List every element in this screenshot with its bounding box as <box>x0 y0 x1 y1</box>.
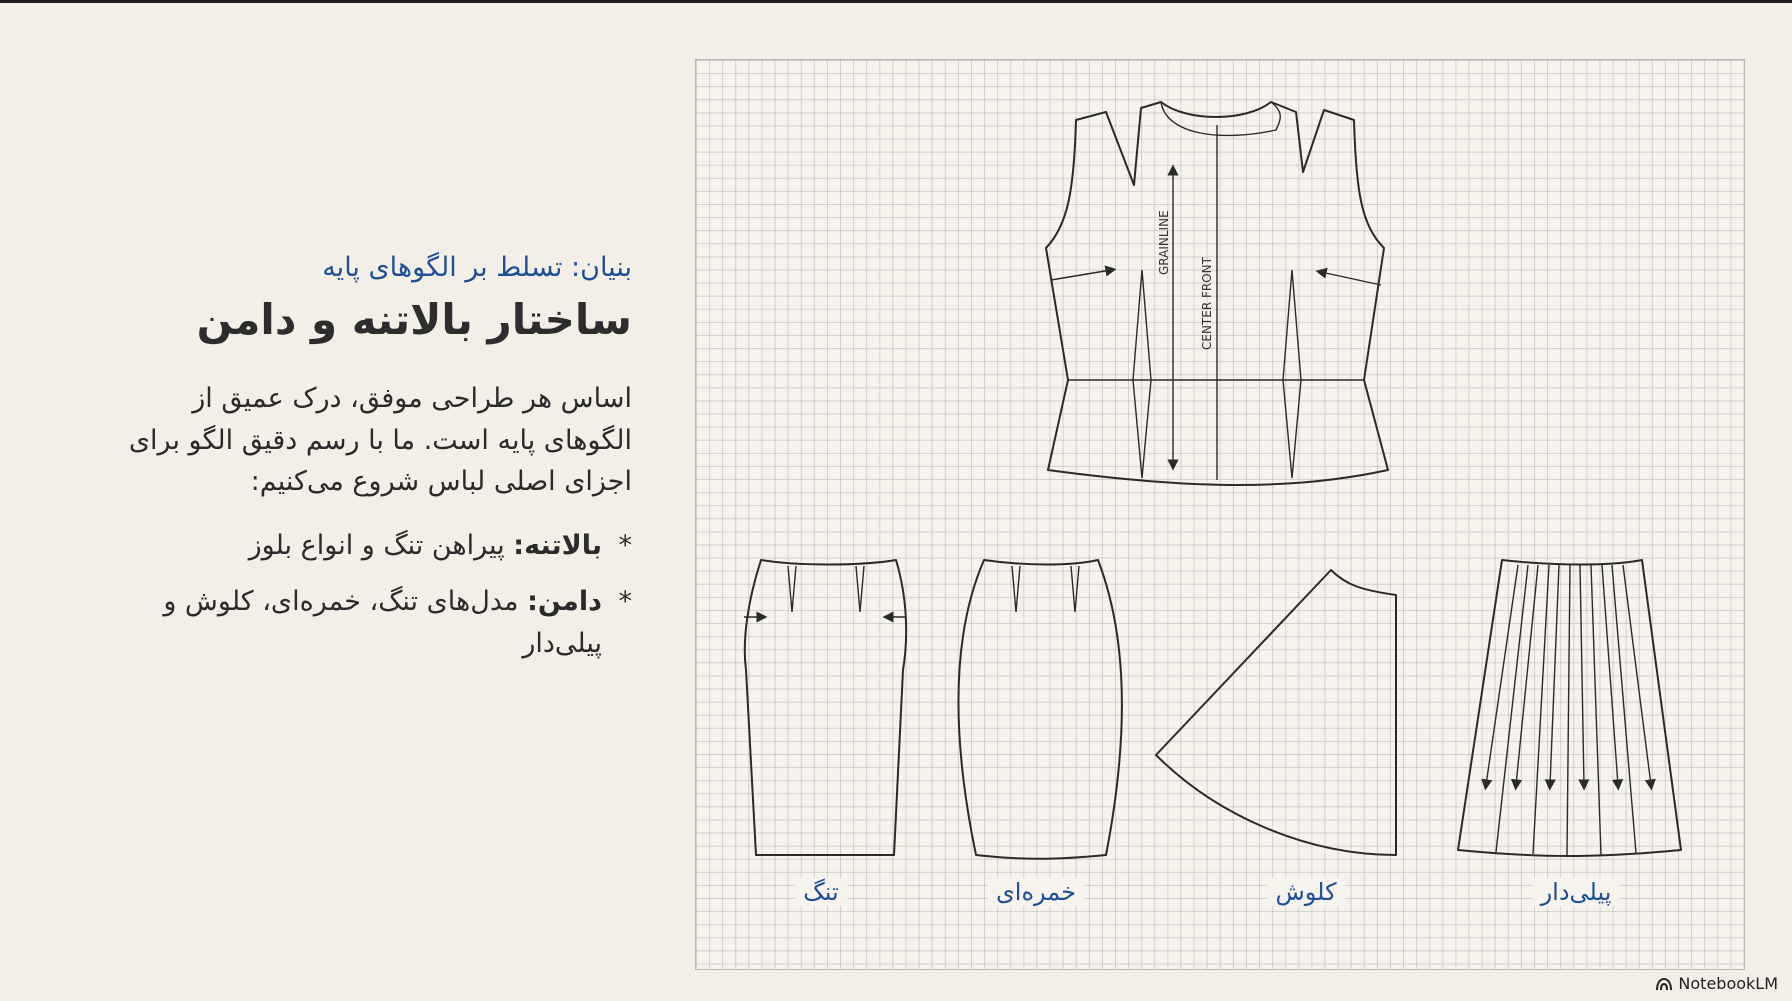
straight-skirt-dart <box>856 566 864 612</box>
barrel-skirt-dart <box>1012 566 1020 612</box>
bullet-bodice <box>100 525 632 567</box>
right-bust-dart <box>1321 272 1381 285</box>
pleat-fold <box>1567 565 1570 855</box>
pleat-fold <box>1533 565 1549 854</box>
top-border <box>0 0 1792 3</box>
pattern-drawings <box>696 60 1744 969</box>
barrel-skirt-outline <box>958 560 1122 859</box>
right-front-dart <box>1283 270 1301 478</box>
slide-title: ساختار بالاتنه و دامن <box>196 295 632 345</box>
bullet-marker: * <box>618 530 632 562</box>
pattern-grid-panel <box>695 59 1745 970</box>
brand-watermark <box>1655 974 1778 993</box>
barrel-skirt-dart <box>1071 566 1079 612</box>
pleated-skirt-pattern <box>1458 560 1681 856</box>
pleat-line <box>1580 565 1584 785</box>
straight-skirt-pattern <box>744 560 906 855</box>
bullet-label: دامن: <box>527 586 602 618</box>
slide-body: اساس هر طراحی موفق، درک عمیق از الگوهای پایه است. ما با رسم دقیق الگو برای اجزای اصلی لباس شروع می‌کنیم: <box>128 382 632 498</box>
bullet-skirt <box>100 581 632 665</box>
caption-pleated-skirt: پیلی‌دار <box>1486 878 1666 906</box>
slide-subtitle: بنیان: تسلط بر الگوهای پایه <box>322 252 632 283</box>
text-panel <box>100 230 632 679</box>
bodice-pattern <box>1046 102 1388 485</box>
grainline-label: GRAINLINE <box>1157 210 1171 275</box>
circle-skirt-outline <box>1156 570 1396 855</box>
straight-skirt-outline <box>745 560 906 855</box>
center-front-label: CENTER FRONT <box>1200 257 1214 350</box>
pleat-fold <box>1591 565 1601 855</box>
circle-skirt-pattern <box>1156 570 1396 855</box>
pleat-line <box>1486 565 1518 785</box>
bullet-list <box>100 525 632 665</box>
bullet-label: بالاتنه: <box>513 530 602 562</box>
notebooklm-logo-icon <box>1655 977 1673 991</box>
caption-circle-skirt: کلوش <box>1216 878 1396 906</box>
barrel-skirt-pattern <box>958 560 1122 859</box>
brand-name: NotebookLM <box>1678 974 1778 993</box>
pleat-line <box>1550 565 1559 785</box>
straight-skirt-dart <box>788 566 796 612</box>
caption-barrel-skirt: خمره‌ای <box>946 878 1126 906</box>
left-front-dart <box>1133 270 1151 478</box>
bullet-marker: * <box>618 586 632 618</box>
caption-straight-skirt: تنگ <box>731 878 911 906</box>
bullet-text: مدل‌های تنگ، خمره‌ای، کلوش و پیلی‌دار <box>163 586 602 659</box>
pleat-line <box>1516 565 1538 785</box>
left-bust-dart <box>1051 270 1111 280</box>
pleat-fold <box>1612 565 1636 853</box>
bullet-text: پیراهن تنگ و انواع بلوز <box>248 530 514 562</box>
pleat-line <box>1602 565 1618 785</box>
